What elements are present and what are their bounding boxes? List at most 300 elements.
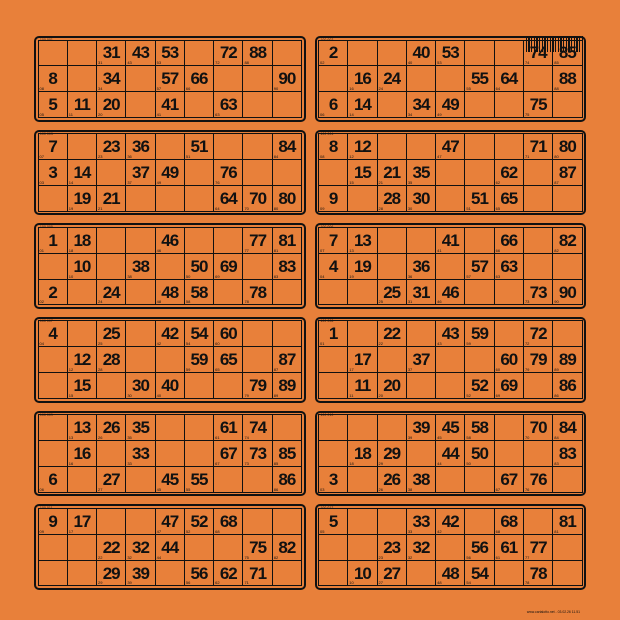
bingo-card[interactable] bbox=[34, 223, 306, 309]
number-cell[interactable] bbox=[242, 227, 272, 254]
number-cell[interactable] bbox=[552, 440, 582, 467]
cell-subnumber: 84 bbox=[273, 154, 279, 160]
cell-subnumber: 54 bbox=[185, 341, 191, 347]
number-cell[interactable] bbox=[96, 466, 126, 493]
number-cell[interactable] bbox=[318, 320, 348, 347]
number-cell[interactable] bbox=[96, 279, 126, 306]
bingo-card[interactable] bbox=[315, 504, 587, 590]
number-cell[interactable] bbox=[213, 440, 243, 467]
cell-subnumber: 67 bbox=[215, 460, 220, 466]
number-cell[interactable] bbox=[38, 320, 68, 347]
cell-subnumber: 49 bbox=[437, 112, 442, 118]
number-cell[interactable] bbox=[347, 91, 377, 118]
number-cell[interactable] bbox=[242, 560, 272, 587]
cell-number: 72 bbox=[529, 324, 547, 344]
cell-subnumber: 10 bbox=[349, 580, 354, 586]
number-cell[interactable] bbox=[184, 253, 214, 280]
cell-number: 74 bbox=[249, 418, 267, 438]
number-cell[interactable] bbox=[96, 40, 126, 67]
number-cell[interactable] bbox=[377, 560, 407, 587]
number-cell[interactable] bbox=[494, 508, 524, 535]
empty-cell bbox=[272, 414, 302, 441]
cell-number: 9 bbox=[328, 188, 338, 208]
number-cell[interactable] bbox=[347, 227, 377, 254]
bingo-card[interactable] bbox=[34, 411, 306, 497]
number-cell[interactable] bbox=[377, 159, 407, 186]
number-cell[interactable] bbox=[184, 346, 214, 373]
number-cell[interactable] bbox=[242, 40, 272, 67]
number-cell[interactable] bbox=[318, 40, 348, 67]
number-cell[interactable] bbox=[67, 253, 97, 280]
card-id: 100 002 bbox=[320, 38, 334, 42]
number-cell[interactable] bbox=[38, 279, 68, 306]
number-cell[interactable] bbox=[96, 560, 126, 587]
number-cell[interactable] bbox=[494, 159, 524, 186]
number-cell[interactable] bbox=[464, 534, 494, 561]
cell-number: 20 bbox=[102, 95, 120, 115]
number-cell[interactable] bbox=[377, 65, 407, 92]
number-cell[interactable] bbox=[552, 346, 582, 373]
cell-subnumber: 29 bbox=[98, 580, 103, 586]
number-cell[interactable] bbox=[125, 40, 155, 67]
cell-subnumber: 34 bbox=[98, 86, 103, 92]
card-id: 100 004 bbox=[320, 131, 334, 136]
number-cell[interactable] bbox=[38, 159, 68, 186]
cell-subnumber: 49 bbox=[156, 179, 162, 185]
number-cell[interactable] bbox=[67, 414, 97, 441]
number-cell[interactable] bbox=[377, 320, 407, 347]
empty-cell bbox=[38, 440, 68, 467]
cell-subnumber: 50 bbox=[466, 460, 471, 466]
bingo-card[interactable] bbox=[315, 223, 587, 309]
number-cell[interactable] bbox=[435, 227, 465, 254]
number-cell[interactable] bbox=[67, 440, 97, 467]
number-cell[interactable] bbox=[184, 65, 214, 92]
cell-subnumber: 67 bbox=[495, 486, 501, 492]
number-cell[interactable] bbox=[523, 346, 553, 373]
number-cell[interactable] bbox=[435, 320, 465, 347]
number-cell[interactable] bbox=[96, 91, 126, 118]
number-cell[interactable] bbox=[464, 65, 494, 92]
cell-number: 60 bbox=[219, 324, 237, 344]
number-cell[interactable] bbox=[347, 346, 377, 373]
number-cell[interactable] bbox=[464, 560, 494, 587]
cell-subnumber: 05 bbox=[39, 112, 44, 118]
number-cell[interactable] bbox=[377, 185, 407, 212]
number-cell[interactable] bbox=[435, 508, 465, 535]
number-cell[interactable] bbox=[96, 346, 126, 373]
number-cell[interactable] bbox=[318, 508, 348, 535]
number-cell[interactable] bbox=[184, 508, 214, 535]
number-cell[interactable] bbox=[406, 185, 436, 212]
empty-cell bbox=[38, 253, 68, 280]
empty-cell bbox=[464, 159, 494, 186]
empty-cell bbox=[242, 508, 272, 535]
empty-cell bbox=[347, 279, 377, 306]
number-cell[interactable] bbox=[377, 372, 407, 399]
number-cell[interactable] bbox=[125, 253, 155, 280]
empty-cell bbox=[552, 320, 582, 347]
cell-subnumber: 69 bbox=[495, 393, 501, 399]
cell-number: 44 bbox=[161, 537, 179, 557]
number-cell[interactable] bbox=[125, 372, 155, 399]
cell-number: 52 bbox=[471, 376, 488, 396]
number-cell[interactable] bbox=[523, 40, 553, 67]
cell-subnumber: 52 bbox=[185, 528, 191, 534]
number-cell[interactable] bbox=[494, 185, 524, 212]
number-cell[interactable] bbox=[96, 534, 126, 561]
cell-subnumber: 62 bbox=[495, 179, 501, 185]
number-cell[interactable] bbox=[318, 466, 348, 493]
cell-subnumber: 31 bbox=[98, 60, 103, 66]
number-cell[interactable] bbox=[96, 133, 126, 160]
cell-number: 63 bbox=[219, 95, 237, 115]
number-cell[interactable] bbox=[67, 346, 97, 373]
number-cell[interactable] bbox=[494, 466, 524, 493]
bingo-card[interactable] bbox=[34, 317, 306, 403]
number-cell[interactable] bbox=[494, 534, 524, 561]
cell-subnumber: 05 bbox=[320, 528, 325, 534]
number-cell[interactable] bbox=[125, 133, 155, 160]
number-cell[interactable] bbox=[435, 40, 465, 67]
number-cell[interactable] bbox=[552, 159, 582, 186]
number-cell[interactable] bbox=[406, 534, 436, 561]
footer-note: www.cartalotto.net - 03.02.26 11.51 bbox=[526, 610, 580, 614]
number-cell[interactable] bbox=[552, 508, 582, 535]
cell-number: 47 bbox=[161, 511, 179, 531]
number-cell[interactable] bbox=[272, 440, 302, 467]
bingo-card[interactable] bbox=[34, 36, 306, 122]
number-cell[interactable] bbox=[38, 227, 68, 254]
number-cell[interactable] bbox=[406, 346, 436, 373]
number-cell[interactable] bbox=[184, 279, 214, 306]
cell-subnumber: 54 bbox=[466, 580, 471, 586]
number-cell[interactable] bbox=[494, 65, 524, 92]
number-cell[interactable] bbox=[318, 133, 348, 160]
cell-subnumber: 15 bbox=[349, 179, 354, 185]
number-cell[interactable] bbox=[213, 346, 243, 373]
number-cell[interactable] bbox=[406, 159, 436, 186]
bingo-card[interactable] bbox=[315, 36, 587, 122]
empty-cell bbox=[38, 40, 68, 67]
empty-cell bbox=[125, 466, 155, 493]
empty-cell bbox=[494, 414, 524, 441]
number-cell[interactable] bbox=[67, 508, 97, 535]
empty-cell bbox=[184, 91, 214, 118]
empty-cell bbox=[38, 414, 68, 441]
number-cell[interactable] bbox=[155, 40, 185, 67]
number-cell[interactable] bbox=[67, 372, 97, 399]
cell-number: 44 bbox=[441, 443, 459, 463]
number-cell[interactable] bbox=[272, 372, 302, 399]
cell-subnumber: 81 bbox=[554, 528, 559, 534]
cell-number: 30 bbox=[132, 376, 149, 396]
number-cell[interactable] bbox=[318, 227, 348, 254]
empty-cell bbox=[67, 40, 97, 67]
number-cell[interactable] bbox=[213, 159, 243, 186]
bingo-card[interactable] bbox=[34, 504, 306, 590]
number-cell[interactable] bbox=[435, 440, 465, 467]
number-cell[interactable] bbox=[347, 372, 377, 399]
number-cell[interactable] bbox=[38, 65, 68, 92]
number-cell[interactable] bbox=[523, 414, 553, 441]
cell-number: 23 bbox=[383, 537, 401, 557]
number-cell[interactable] bbox=[213, 91, 243, 118]
number-cell[interactable] bbox=[242, 414, 272, 441]
number-cell[interactable] bbox=[272, 346, 302, 373]
cell-number: 26 bbox=[102, 418, 120, 438]
number-cell[interactable] bbox=[155, 227, 185, 254]
number-cell[interactable] bbox=[377, 279, 407, 306]
number-cell[interactable] bbox=[347, 253, 377, 280]
number-cell[interactable] bbox=[242, 372, 272, 399]
cell-subnumber: 76 bbox=[215, 179, 220, 185]
number-cell[interactable] bbox=[67, 159, 97, 186]
number-cell[interactable] bbox=[523, 279, 553, 306]
number-cell[interactable] bbox=[347, 159, 377, 186]
cell-subnumber: 35 bbox=[407, 179, 413, 185]
cell-subnumber: 02 bbox=[320, 60, 325, 66]
number-cell[interactable] bbox=[213, 320, 243, 347]
empty-cell bbox=[377, 227, 407, 254]
number-cell[interactable] bbox=[523, 133, 553, 160]
cell-number: 30 bbox=[412, 188, 430, 208]
number-cell[interactable] bbox=[213, 40, 243, 67]
number-cell[interactable] bbox=[464, 185, 494, 212]
number-cell[interactable] bbox=[552, 372, 582, 399]
number-cell[interactable] bbox=[184, 133, 214, 160]
number-cell[interactable] bbox=[213, 253, 243, 280]
number-cell[interactable] bbox=[125, 534, 155, 561]
number-cell[interactable] bbox=[38, 91, 68, 118]
number-cell[interactable] bbox=[184, 466, 214, 493]
empty-cell bbox=[184, 159, 214, 186]
empty-cell bbox=[435, 253, 465, 280]
cell-subnumber: 86 bbox=[554, 393, 559, 399]
number-cell[interactable] bbox=[406, 279, 436, 306]
number-cell[interactable] bbox=[523, 320, 553, 347]
cell-number: 39 bbox=[132, 563, 149, 583]
cell-subnumber: 33 bbox=[127, 460, 132, 466]
bingo-card[interactable] bbox=[315, 411, 587, 497]
number-cell[interactable] bbox=[272, 227, 302, 254]
number-cell[interactable] bbox=[435, 133, 465, 160]
cell-number: 18 bbox=[353, 443, 371, 463]
number-cell[interactable] bbox=[272, 253, 302, 280]
number-cell[interactable] bbox=[347, 65, 377, 92]
cell-subnumber: 64 bbox=[215, 205, 220, 211]
number-cell[interactable] bbox=[242, 279, 272, 306]
number-cell[interactable] bbox=[552, 40, 582, 67]
empty-cell bbox=[155, 440, 185, 467]
number-cell[interactable] bbox=[155, 508, 185, 535]
number-cell[interactable] bbox=[67, 91, 97, 118]
number-cell[interactable] bbox=[38, 466, 68, 493]
number-cell[interactable] bbox=[272, 185, 302, 212]
number-cell[interactable] bbox=[347, 560, 377, 587]
cell-subnumber: 39 bbox=[127, 580, 132, 586]
cell-number: 4 bbox=[48, 324, 57, 344]
number-cell[interactable] bbox=[67, 185, 97, 212]
number-cell[interactable] bbox=[494, 253, 524, 280]
empty-cell bbox=[213, 279, 243, 306]
number-cell[interactable] bbox=[184, 320, 214, 347]
number-cell[interactable] bbox=[318, 91, 348, 118]
number-cell[interactable] bbox=[213, 508, 243, 535]
cell-subnumber: 47 bbox=[156, 528, 162, 534]
number-cell[interactable] bbox=[552, 279, 582, 306]
number-cell[interactable] bbox=[213, 414, 243, 441]
number-cell[interactable] bbox=[435, 279, 465, 306]
number-cell[interactable] bbox=[464, 253, 494, 280]
empty-cell bbox=[272, 279, 302, 306]
number-cell[interactable] bbox=[464, 414, 494, 441]
number-cell[interactable] bbox=[464, 440, 494, 467]
number-cell[interactable] bbox=[38, 508, 68, 535]
number-cell[interactable] bbox=[406, 40, 436, 67]
number-cell[interactable] bbox=[242, 534, 272, 561]
empty-cell bbox=[347, 40, 377, 67]
number-cell[interactable] bbox=[406, 414, 436, 441]
number-cell[interactable] bbox=[125, 414, 155, 441]
number-cell[interactable] bbox=[242, 440, 272, 467]
number-cell[interactable] bbox=[155, 65, 185, 92]
number-cell[interactable] bbox=[318, 185, 348, 212]
number-cell[interactable] bbox=[406, 91, 436, 118]
cell-subnumber: 34 bbox=[407, 112, 413, 118]
number-cell[interactable] bbox=[96, 65, 126, 92]
empty-cell bbox=[523, 227, 553, 254]
empty-cell bbox=[494, 133, 524, 160]
number-cell[interactable] bbox=[435, 91, 465, 118]
number-cell[interactable] bbox=[377, 466, 407, 493]
number-cell[interactable] bbox=[67, 227, 97, 254]
number-cell[interactable] bbox=[155, 320, 185, 347]
empty-cell bbox=[377, 414, 407, 441]
empty-cell bbox=[272, 560, 302, 587]
empty-cell bbox=[494, 91, 524, 118]
empty-cell bbox=[125, 279, 155, 306]
number-cell[interactable] bbox=[38, 133, 68, 160]
number-cell[interactable] bbox=[523, 534, 553, 561]
number-cell[interactable] bbox=[494, 346, 524, 373]
number-cell[interactable] bbox=[125, 560, 155, 587]
number-cell[interactable] bbox=[552, 227, 582, 254]
number-cell[interactable] bbox=[347, 133, 377, 160]
number-cell[interactable] bbox=[318, 253, 348, 280]
cell-subnumber: 31 bbox=[407, 299, 413, 305]
number-cell[interactable] bbox=[464, 320, 494, 347]
empty-cell bbox=[523, 440, 553, 467]
cell-number: 16 bbox=[353, 69, 371, 89]
number-cell[interactable] bbox=[155, 91, 185, 118]
cell-subnumber: 74 bbox=[244, 435, 249, 441]
cell-subnumber: 68 bbox=[495, 528, 501, 534]
empty-cell bbox=[242, 159, 272, 186]
number-cell[interactable] bbox=[406, 253, 436, 280]
number-cell[interactable] bbox=[272, 65, 302, 92]
number-cell[interactable] bbox=[96, 414, 126, 441]
number-cell[interactable] bbox=[377, 534, 407, 561]
number-cell[interactable] bbox=[125, 440, 155, 467]
bingo-card[interactable] bbox=[315, 317, 587, 403]
number-cell[interactable] bbox=[494, 372, 524, 399]
cell-subnumber: 01 bbox=[39, 247, 44, 253]
number-cell[interactable] bbox=[552, 65, 582, 92]
empty-cell bbox=[318, 65, 348, 92]
bingo-card[interactable] bbox=[315, 130, 587, 216]
empty-cell bbox=[406, 440, 436, 467]
cell-subnumber: 11 bbox=[68, 112, 73, 118]
number-cell[interactable] bbox=[406, 466, 436, 493]
bingo-card[interactable] bbox=[34, 130, 306, 216]
cell-subnumber: 89 bbox=[273, 393, 279, 399]
number-cell[interactable] bbox=[96, 185, 126, 212]
cell-subnumber: 65 bbox=[495, 205, 501, 211]
number-cell[interactable] bbox=[155, 279, 185, 306]
empty-cell bbox=[347, 534, 377, 561]
number-cell[interactable] bbox=[242, 185, 272, 212]
number-cell[interactable] bbox=[494, 227, 524, 254]
cell-number: 20 bbox=[383, 376, 401, 396]
number-cell[interactable] bbox=[552, 414, 582, 441]
cell-number: 36 bbox=[132, 137, 149, 157]
number-cell[interactable] bbox=[272, 534, 302, 561]
number-cell[interactable] bbox=[523, 466, 553, 493]
number-cell[interactable] bbox=[155, 466, 185, 493]
number-cell[interactable] bbox=[435, 414, 465, 441]
number-cell[interactable] bbox=[125, 159, 155, 186]
cell-number: 28 bbox=[383, 188, 401, 208]
cell-subnumber: 21 bbox=[98, 205, 103, 211]
cell-subnumber: 37 bbox=[127, 179, 132, 185]
cell-number: 22 bbox=[383, 324, 401, 344]
number-cell[interactable] bbox=[406, 508, 436, 535]
number-cell[interactable] bbox=[347, 440, 377, 467]
number-cell[interactable] bbox=[96, 320, 126, 347]
cell-number: 24 bbox=[102, 282, 120, 302]
number-cell[interactable] bbox=[435, 560, 465, 587]
cell-number: 72 bbox=[219, 43, 237, 63]
empty-cell bbox=[213, 133, 243, 160]
empty-cell bbox=[318, 159, 348, 186]
cell-number: 41 bbox=[161, 95, 179, 115]
number-cell[interactable] bbox=[523, 560, 553, 587]
number-cell[interactable] bbox=[213, 560, 243, 587]
number-cell[interactable] bbox=[272, 133, 302, 160]
cell-subnumber: 86 bbox=[273, 486, 279, 492]
cell-subnumber: 27 bbox=[98, 486, 103, 492]
ticket-table bbox=[319, 508, 583, 586]
cell-subnumber: 36 bbox=[407, 273, 413, 279]
cell-subnumber: 60 bbox=[495, 367, 501, 373]
number-cell[interactable] bbox=[155, 159, 185, 186]
number-cell[interactable] bbox=[377, 440, 407, 467]
empty-cell bbox=[318, 372, 348, 399]
cell-number: 40 bbox=[412, 43, 430, 63]
cell-subnumber: 79 bbox=[524, 367, 530, 373]
number-cell[interactable] bbox=[213, 185, 243, 212]
number-cell[interactable] bbox=[184, 560, 214, 587]
number-cell[interactable] bbox=[272, 466, 302, 493]
number-cell[interactable] bbox=[523, 91, 553, 118]
number-cell[interactable] bbox=[464, 372, 494, 399]
number-cell[interactable] bbox=[552, 133, 582, 160]
number-cell[interactable] bbox=[155, 372, 185, 399]
empty-cell bbox=[242, 466, 272, 493]
number-cell[interactable] bbox=[155, 534, 185, 561]
empty-cell bbox=[464, 40, 494, 67]
